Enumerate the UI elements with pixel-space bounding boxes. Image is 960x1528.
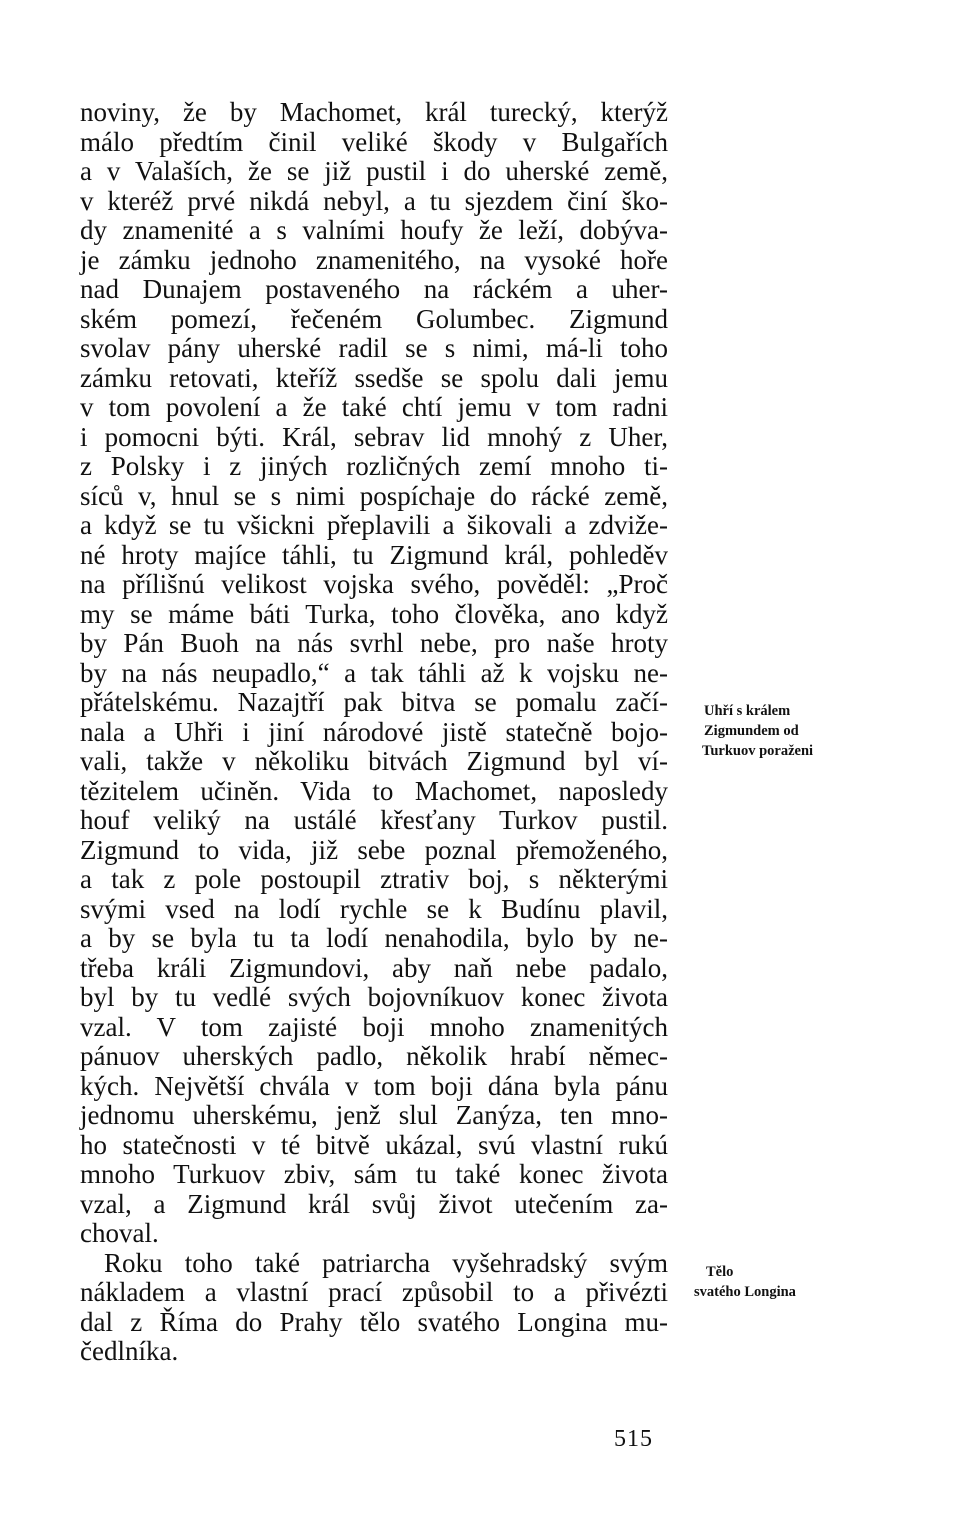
main-text <box>80 98 668 1367</box>
text-line: vali, takže v několiku bitvách Zigmund byl ví- <box>80 746 668 776</box>
text-line: čedlníka. <box>80 1336 179 1366</box>
text-line: a v Valaších, že se již pustil i do uherské země, <box>80 156 668 186</box>
paragraph-start-line: Roku toho také patriarcha vyšehradský svým <box>104 1247 668 1278</box>
text-line: je zámku jednoho znamenitého, na vysoké hoře <box>80 244 668 275</box>
text-line: nad Dunajem postaveného na ráckém a uher- <box>80 274 668 304</box>
text-line: i pomocni býti. Král, sebrav lid mnohý z Uher, <box>80 421 668 452</box>
text-line: byl by tu vedlé svých bojovníkuov konec života <box>80 982 668 1012</box>
margin-note-line: svatého Longina <box>694 1284 796 1300</box>
margin-note-line: Zigmundem od <box>704 723 799 739</box>
text-line: né hroty majíce táhli, tu Zigmund král, pohleděv <box>80 539 668 570</box>
text-line: ho statečnosti v té bitvě ukázal, svú vlastní rukú <box>80 1129 668 1160</box>
text-line: nákladem a vlastní prací způsobil to a přivézti <box>80 1277 668 1307</box>
text-line: jednomu uherskému, jenž slul Zanýza, ten mno- <box>80 1100 668 1130</box>
text-line: a když se tu všickni přeplavili a šikovali a zdviže- <box>80 510 668 540</box>
text-line: na přílišnú velikost vojska svého, pověděl: „Proč <box>80 569 668 599</box>
text-line: vzal. V tom zajisté boji mnoho znamenitých <box>80 1011 668 1042</box>
text-line: nala a Uhři i jiní národové jistě statečně bojo- <box>80 716 668 747</box>
page-number: 515 <box>614 1426 653 1452</box>
text-line: síců v, hnul se s nimi pospíchaje do rácké země, <box>80 480 668 511</box>
text-line: pánuov uherských padlo, několik hrabí němec- <box>80 1041 668 1071</box>
text-line: v tom povolení a že také chtí jemu v tom radni <box>80 392 668 422</box>
margin-note-hungarians-defeated <box>694 701 864 761</box>
text-line: svolav pány uherské radil se s nimi, má-li toho <box>80 333 668 363</box>
text-line: vzal, a Zigmund král svůj život utečením za- <box>80 1188 668 1219</box>
text-line: by na nás neupadlo,“ a tak táhli až k vojsku ne- <box>80 657 668 688</box>
text-line: a by se byla tu ta lodí nenahodila, bylo by ne- <box>80 923 668 953</box>
text-line: houf veliký na ustálé křesťany Turkov pustil. <box>80 805 668 835</box>
margin-note-line: Uhří s králem <box>704 703 791 719</box>
text-line: by Pán Buoh na nás svrhl nebe, pro naše hroty <box>80 628 668 658</box>
text-line: ském pomezí, řečeném Golumbec. Zigmund <box>80 303 668 334</box>
text-line: kých. Největší chvála v tom boji dána byla pánu <box>80 1070 668 1101</box>
text-line: málo předtím činil veliké škody v Bulgařích <box>80 126 668 157</box>
text-line: v kteréž prvé nikdá nebyl, a tu sjezdem činí ško- <box>80 185 668 216</box>
text-line: noviny, že by Machomet, král turecký, kterýž <box>80 97 668 127</box>
text-line: třeba králi Zigmundovi, aby naň nebe padalo, <box>80 952 668 983</box>
text-line: dy znamenité a s valními houfy že leží, dobýva- <box>80 215 668 245</box>
text-line: Zigmund to vida, již sebe poznal přemoženého, <box>80 834 668 865</box>
text-line: my se máme báti Turka, toho člověka, ano když <box>80 598 668 629</box>
text-line: mnoho Turkuov zbiv, sám tu také konec života <box>80 1159 668 1189</box>
margin-note-line: Tělo <box>706 1264 734 1280</box>
text-line: tězitelem učiněn. Vida to Machomet, naposledy <box>80 775 668 806</box>
text-line: přátelskému. Nazajtří pak bitva se pomalu začí- <box>80 687 668 717</box>
text-line: svými vsed na lodí rychle se k Budínu plavil, <box>80 893 668 924</box>
text-line: z Polsky i z jiných rozličných zemí mnoho ti- <box>80 451 668 481</box>
text-line: a tak z pole postoupil ztrativ boj, s některými <box>80 864 668 894</box>
margin-note-line: Turkuov poraženi <box>702 743 814 759</box>
text-line: choval. <box>80 1218 159 1248</box>
margin-note-longinus-body <box>694 1262 864 1302</box>
text-line: zámku retovati, kteříž ssedše se spolu dali jemu <box>80 362 668 393</box>
text-line: dal z Říma do Prahy tělo svatého Longina mu- <box>80 1306 668 1337</box>
